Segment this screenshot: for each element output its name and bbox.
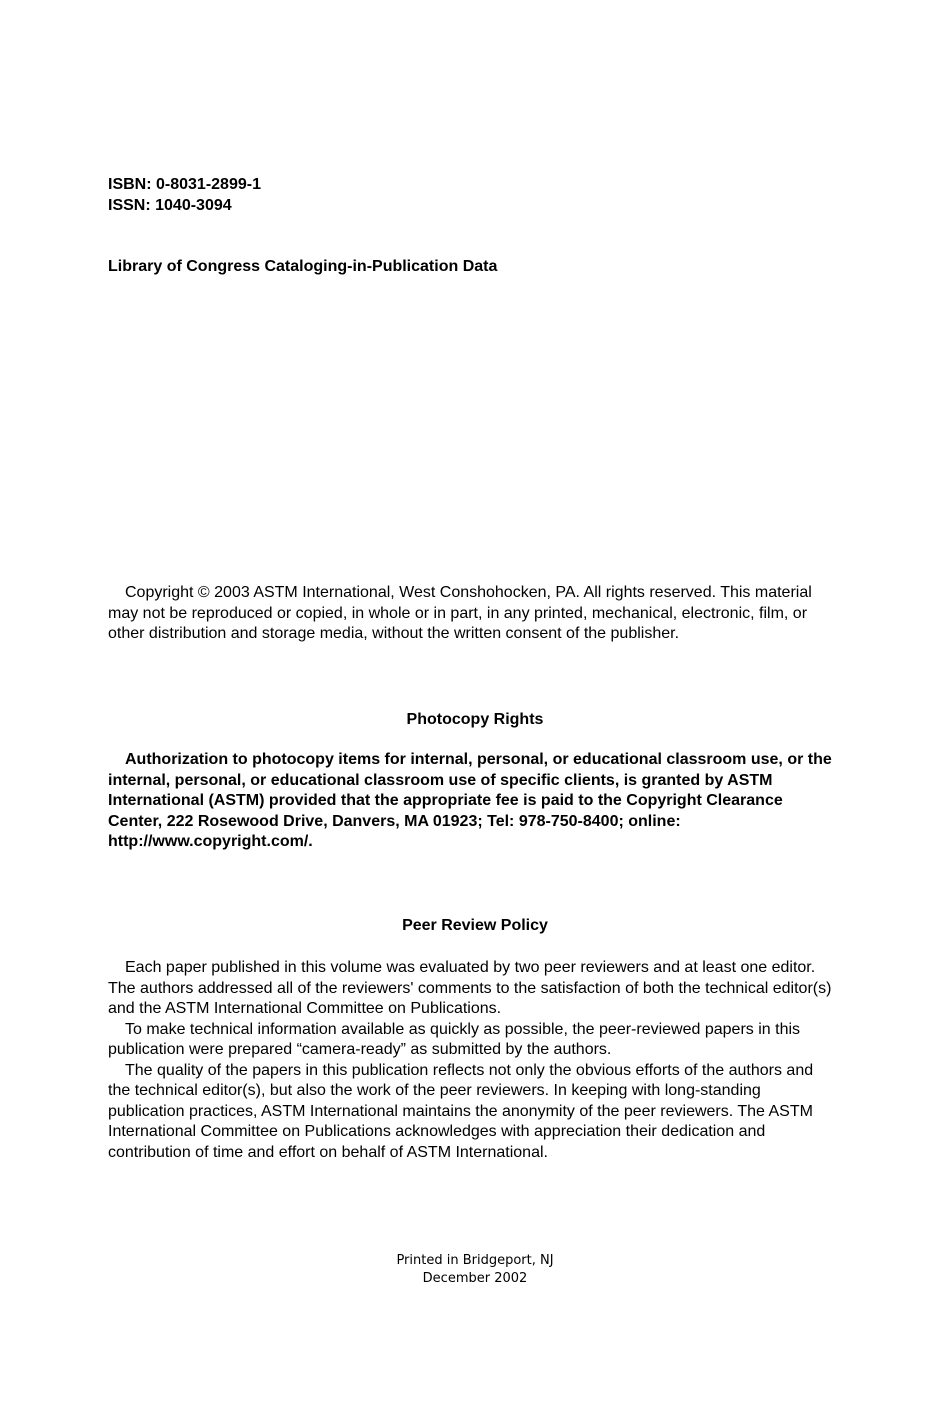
- printed-date: December 2002: [422, 1271, 528, 1286]
- cataloging-heading: Library of Congress Cataloging-in-Publication Data: [108, 258, 498, 275]
- peer-review-paragraph-1: Each paper published in this volume was evaluated by two peer reviewers and at least one editor. The authors addressed all of the reviewers' comments to the satisfaction of both the technical editor(s) and the ASTM International Committee on Publications.: [108, 959, 832, 1017]
- issn-line: ISSN: 1040-3094: [108, 197, 232, 214]
- copyright-paragraph: Copyright © 2003 ASTM International, West Conshohocken, PA. All rights reserved. This material may not be reproduced or copied, in whole or in part, in any printed, mechanical, electronic, film, or other distribution and storage media, without the written consent of the publisher.: [108, 584, 812, 642]
- peer-review-text: [108, 958, 833, 1163]
- peer-review-heading: Peer Review Policy: [402, 917, 548, 934]
- photocopy-paragraph: Authorization to photocopy items for internal, personal, or educational classroom use, or the internal, personal, or educational classroom use of specific clients, is granted by ASTM International (ASTM) provided that the appropriate fee is paid to the Copyright Clearance Center, 222 Rosewood Drive, Danvers, MA 01923; Tel: 978-750-8400; online: http://www.copyright.com/.: [108, 751, 832, 850]
- photocopy-rights-heading: Photocopy Rights: [406, 711, 544, 728]
- photocopy-rights-text: [108, 750, 833, 853]
- peer-review-paragraph-2: To make technical information available as quickly as possible, the peer-reviewed papers in this publication were prepared “camera-ready” as submitted by the authors.: [108, 1020, 801, 1058]
- printed-location: Printed in Bridgeport, NJ: [396, 1253, 554, 1268]
- copyright-notice: [108, 583, 833, 645]
- isbn-line: ISBN: 0-8031-2899-1: [108, 176, 261, 193]
- peer-review-paragraph-3: The quality of the papers in this publication reflects not only the obvious efforts of the authors and the technical editor(s), but also the work of the peer reviewers. In keeping with long-standing publication practices, ASTM International maintains the anonymity of the peer reviewers. The ASTM International Committee on Publications acknowledges with appreciation their dedication and contribution of time and effort on behalf of ASTM International.: [108, 1061, 814, 1161]
